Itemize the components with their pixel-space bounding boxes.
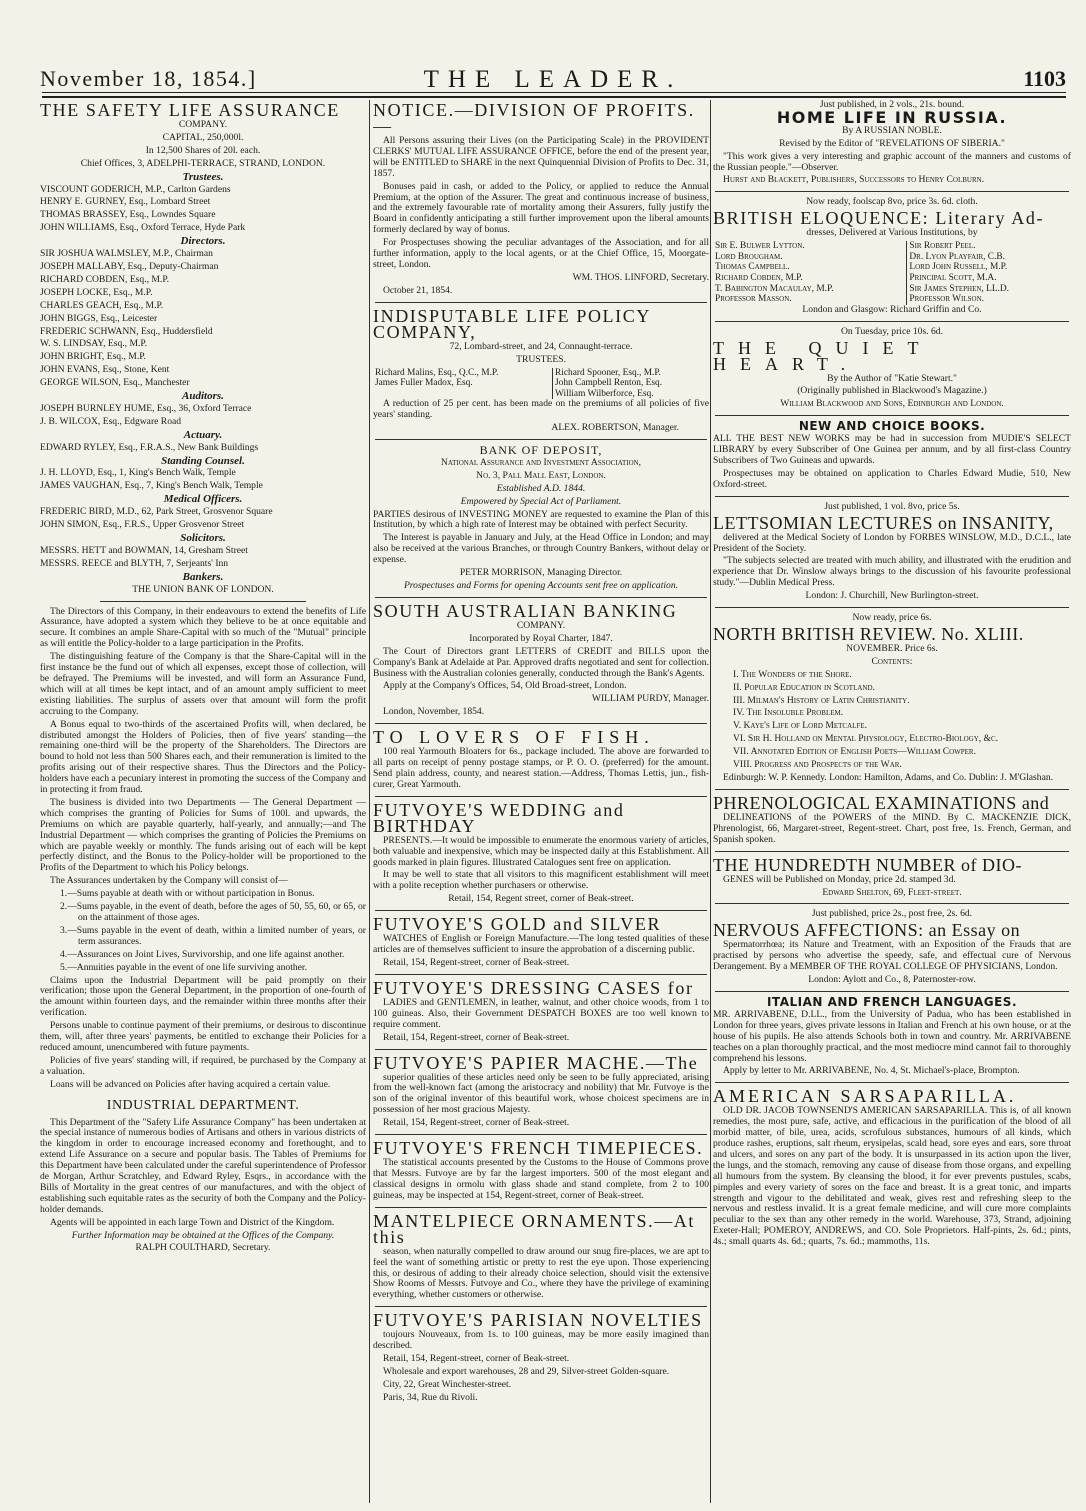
solicitor: MESSRS. REECE and BLYTH, 7, Serjeants' Inn: [40, 557, 229, 569]
body-paragraph: For Prospectuses showing the peculiar advantages of the Association, and for all further information, apply to the local agents, or at the Chief Office, 15, Moorgate-street, London.: [373, 237, 709, 270]
ad-heading: AMERICAN SARSAPARILLA.: [713, 1086, 1017, 1107]
authors-right: [907, 241, 1071, 305]
body-paragraph: PRESENTS.—It would be impossible to enumerate the enormous variety of articles, both valuable and inexpensive, which may be inspected daily at this Establishment. All goods marked in plain figures. Illustrated Catalogues sent free on application.: [373, 834, 709, 868]
list-item: 1.—Sums payable at death with or without participation in Bonus.: [60, 888, 315, 900]
ad-safety-life-assurance: [40, 102, 366, 1091]
ad-subheading: COMPANY.: [516, 619, 566, 631]
ad-quiet-heart: [713, 327, 1071, 411]
director: JOHN BIGGS, Esq., Leicester: [40, 312, 158, 324]
counsel: J. H. LLOYD, Esq., 1, King's Bench Walk, Temple: [40, 467, 236, 479]
auditor: J. B. WILCOX, Esq., Edgware Road: [40, 415, 182, 427]
body-paragraph: Prospectuses may be obtained on application to Charles Edward Mudie, 510, New Oxford-street.: [713, 467, 1071, 490]
section-heading: ITALIAN AND FRENCH LANGUAGES.: [766, 994, 1018, 1009]
body-paragraph: superior qualities of these articles need only be seen to be fully appreciated, arising from the well-known fact (among the aristocracy and nobility) that Mr. Futvoye is the son of the original inventor of this beautiful work, whose choicest specimens are in possession of her most gracious Majesty.: [373, 1071, 709, 1116]
director: CHARLES GEACH, Esq., M.P.: [40, 299, 164, 311]
body-paragraph: A reduction of 25 per cent. has been made on the premiums of all policies of five years' standing.: [373, 398, 709, 421]
ad-futvoye-gold: [373, 916, 709, 969]
trustees-right: [553, 368, 709, 400]
director: SIR JOSHUA WALMSLEY, M.P., Chairman: [40, 248, 213, 260]
director: JOHN BRIGHT, Esq., M.P.: [40, 351, 146, 363]
ad-heading: HOME LIFE IN RUSSIA.: [776, 107, 1008, 127]
address: Retail, 154, Regent-street, corner of Beak-street.: [383, 957, 570, 968]
publisher: London: J. Churchill, New Burlington-street.: [805, 590, 979, 602]
assurance-list: [40, 889, 366, 973]
ad-heading: INDISPUTABLE LIFE POLICY COMPANY,: [373, 305, 651, 342]
ad-heading: THE HUNDREDTH NUMBER of DIO-: [713, 854, 1022, 875]
ad-futvoye-dressing: [373, 977, 709, 1044]
section-auditors: Auditors.: [182, 390, 224, 403]
pre-note: Just published, 1 vol. 8vo, price 5s.: [824, 500, 960, 512]
reviser: Revised by the Editor of "REVELATIONS OF SIBERIA.": [779, 137, 1005, 149]
director: RICHARD COBDEN, Esq., M.P.: [40, 273, 169, 285]
ad-heading: LETTSOMIAN LECTURES on INSANITY,: [713, 512, 1054, 533]
signature: WM. THOS. LINFORD, Secretary.: [572, 271, 709, 283]
ad-division-of-profits: [373, 102, 709, 297]
ad-heading: FUTVOYE'S FRENCH TIMEPIECES.: [373, 1138, 704, 1159]
body-paragraph: WATCHES of English or Foreign Manufacture.—The long tested qualities of these articles are of themselves sufficient to insure the approbation of a discerning public.: [373, 933, 709, 956]
publisher: Edward Shelton, 69, Fleet-street.: [822, 886, 962, 898]
trustee: VISCOUNT GODERICH, M.P., Carlton Gardens: [40, 183, 231, 195]
ad-heading: FUTVOYE'S WEDDING and BIRTHDAY: [373, 799, 625, 836]
office-address: Chief Offices, 3, ADELPHI-TERRACE, STRAND, LONDON.: [80, 157, 326, 169]
date: London, November, 1854.: [383, 706, 485, 718]
contents-label: Contents:: [871, 655, 913, 667]
body-paragraph: All Persons assuring their Lives (on the Participating Scale) in the PROVIDENT CLERKS' MUTUAL LIFE ASSURANCE OFFICE, before the end of the present year, will be ENTITLED to SHARE in the next Quinquennial Division of Profits to Dec. 31, 1857.: [373, 135, 709, 179]
author: Sir James Stephen, LL.D.: [909, 283, 1010, 294]
ad-diogenes: [713, 854, 1071, 899]
body-paragraph: The Assurances undertaken by the Company will consist of—: [50, 875, 288, 887]
address: Retail, 154, Regent-street, corner of Beak-street.: [383, 1353, 570, 1365]
director: FREDERIC SCHWANN, Esq., Huddersfield: [40, 325, 213, 337]
contents-list: [713, 670, 1071, 771]
divider: [375, 1134, 707, 1135]
ad-heading: THE QUIET HEART.: [713, 337, 933, 374]
auditor: JOSEPH BURNLEY HUME, Esq., 36, Oxford Terrace: [40, 402, 252, 414]
ad-heading: FUTVOYE'S DRESSING CASES for: [373, 977, 694, 998]
director: W. S. LINDSAY, Esq., M.P.: [40, 338, 148, 350]
body-paragraph: Apply by letter to Mr. ARRIVABENE, No. 4, St. Michael's-place, Brompton.: [723, 1065, 1020, 1077]
body-paragraph: The business is divided into two Departments — The General Department — which comprises the granting of Policies for Sums of 100l. and upwards, the Premiums on which are payable quarterly, half-yearly, and annually;—and The Industrial Department — which comprises the granting of Policies the Premiums on which are payable weekly or monthly. The funds arising out of each will be kept perfectly distinct, and the Bonus to the Policy-holder will be proportioned to the Profits of the Department to which his Policy belongs.: [40, 796, 366, 874]
address: No. 3, Pall Mall East, London.: [476, 469, 606, 481]
body-paragraph: delivered at the Medical Society of London by FORBES WINSLOW, M.D., D.C.L., late President of the Society.: [713, 531, 1071, 554]
address: City, 22, Great Winchester-street.: [383, 1378, 512, 1390]
section-directors: Directors.: [180, 235, 226, 248]
section-counsel: Standing Counsel.: [161, 454, 245, 467]
newspaper-title: THE LEADER.: [423, 66, 683, 93]
further-info: Further Information may be obtained at the Offices of the Company.: [71, 1229, 335, 1241]
trustee: JOHN WILLIAMS, Esq., Oxford Terrace, Hyde Park: [40, 222, 246, 234]
origin: (Originally published in Blackwood's Magazine.): [797, 385, 987, 397]
body-paragraph: PARTIES desirous of INVESTING MONEY are requested to examine the Plan of this Institution, by which a high rate of Interest may be obtained with perfect Security.: [373, 508, 709, 531]
body-paragraph: Persons unable to continue payment of their premiums, or desirous to discontinue them, will, after three years' payments, be entitled to exchange their Policies for a reduced amount, unencumbered with future payments.: [40, 1020, 366, 1053]
counsel: JAMES VAUGHAN, Esq., 7, King's Bench Walk, Temple: [40, 480, 263, 492]
incorporation: Incorporated by Royal Charter, 1847.: [469, 632, 613, 644]
ad-futvoye-wedding: [373, 799, 709, 905]
pre-note: Just published, price 2s., post free, 2s. 6d.: [811, 908, 973, 920]
section-trustees: TRUSTEES.: [516, 353, 566, 365]
address: Wholesale and export warehouses, 28 and 29, Silver-street Golden-square.: [383, 1365, 670, 1377]
list-item: 4.—Assurances on Joint Lives, Survivorship, and one life against another.: [60, 948, 345, 960]
list-item: 2.—Sums payable, in the event of death, before the ages of 50, 55, 60, or 65, or on the attainment of those ages.: [60, 901, 366, 923]
ad-heading: FUTVOYE'S PARISIAN NOVELTIES: [373, 1310, 703, 1331]
body-paragraph: The statistical accounts presented by the Customs to the House of Commons prove that Messrs. Futvoye are by far the largest importers. 500 of the most elegant and classical designs in ormolu with glass shade and stand complete, from 2 to 100 guineas, may be inspected at 154, Regent-street, corner of Beak-street.: [373, 1157, 709, 1201]
list-item: 3.—Sums payable in the event of death, within a limited number of years, or term assurances.: [60, 924, 366, 947]
divider: [715, 496, 1069, 497]
director: JOSEPH LOCKE, Esq., M.P.: [40, 286, 153, 298]
body-paragraph: Loans will be advanced on Policies after having acquired a certain value.: [50, 1078, 331, 1090]
section-actuary: Actuary.: [183, 428, 223, 441]
body-paragraph: The distinguishing feature of the Company is that the Share-Capital will in the first instance be the fund out of which all expenses, except those of collection, will be defrayed. The Premiums will be invested, and will form an Assurance Fund, which will at all times be kept intact, and of an amount amply sufficient to meet existing liabilities. The surplus of assets over that amount will form the profit accruing to the Company.: [40, 651, 366, 717]
section-bankers: Bankers.: [182, 570, 224, 583]
pre-note: On Tuesday, price 10s. 6d.: [841, 325, 943, 337]
shares: In 12,500 Shares of 20l. each.: [145, 144, 261, 156]
address: 72, Lombard-street, and 24, Connaught-terrace.: [449, 340, 633, 352]
empowered: Empowered by Special Act of Parliament.: [460, 495, 622, 507]
divider: [715, 789, 1069, 790]
body-paragraph: season, when naturally compelled to draw around our snug fire-places, we are apt to feel the want of something artistic or pretty to rest the eye upon. Those experiencing this, or desirous of adding to their already choice selection, should visit the extensive Show Rooms of Messrs. Futvoye and Co., where they have the privilege of examining everything, whether customers or otherwise.: [373, 1245, 709, 1301]
ad-bank-of-deposit: [373, 445, 709, 592]
divider: [375, 723, 707, 724]
trustees-table: [373, 368, 709, 400]
ad-heading: BANK OF DEPOSIT,: [479, 443, 603, 457]
body-paragraph: A Bonus equal to two-thirds of the ascertained Profits will, when declared, be distributed amongst the Holders of Policies, then of five years' standing—the remaining one-third will be the property of the Shareholders. The Directors are bound to hold not less than 500 Shares each, and their remuneration is limited to the profits arising out of their respective shares. Thus the Directors and the Policy-holders have each a pecuniary interest in promoting the success of the Company and in protecting it from fraud.: [40, 718, 366, 796]
ad-heading: TO LOVERS OF FISH.: [373, 727, 655, 748]
list-item: VII. Annotated Edition of English Poets—William Cowper.: [733, 746, 976, 758]
trustee: Richard Malins, Esq., Q.C., M.P.: [375, 367, 499, 378]
pre-note: Now ready, foolscap 8vo, price 3s. 6d. cloth.: [806, 196, 978, 208]
ad-home-life-russia: [713, 100, 1071, 186]
divider: [375, 597, 707, 598]
author: Sir Robert Peel.: [909, 241, 976, 252]
body-paragraph: This Department of the "Safety Life Assurance Company" has been undertaken at the special instance of numerous bodies of Artisans and others in various districts of the kingdom in order to encourage increased economy and forethought, and to extend Life Assurance on a secure and popular basis. The Tables of Premiums for this Department have been calculated under the careful superintendence of Professor de Morgan, Arthur Scratchley, and Edward Ryley, Esqrs., in accordance with the Bills of Mortality in the great centres of our manufactures, and with the object of establishing such equitable rates as the security of both the Company and the Policy-holder demands.: [40, 1116, 366, 1215]
list-item: II. Popular Education in Scotland.: [733, 681, 875, 693]
ad-italian-french: [713, 994, 1071, 1077]
list-item: VI. Sir H. Holland on Mental Physiology, Electro-Biology, &c.: [733, 733, 999, 745]
author: By A RUSSIAN NOBLE.: [842, 124, 942, 136]
address: Paris, 34, Rue du Rivoli.: [383, 1391, 478, 1403]
list-item: VIII. Progress and Prospects of the War.: [733, 759, 902, 771]
body-paragraph: toujours Nouveaux, from 1s. to 100 guineas, may be more easily imagined than described.: [373, 1329, 709, 1352]
masthead-rule: [42, 92, 1066, 93]
divider: [375, 796, 707, 797]
actuary: EDWARD RYLEY, Esq., F.R.A.S., New Bank Buildings: [40, 441, 259, 453]
divider: [715, 415, 1069, 416]
ad-heading: NERVOUS AFFECTIONS: an Essay on: [713, 920, 1021, 941]
ad-nervous-affections: [713, 909, 1071, 986]
divider: [375, 302, 707, 303]
column-middle: [373, 100, 709, 1503]
director: GEORGE WILSON, Esq., Manchester: [40, 377, 190, 389]
pre-note: Just published, in 2 vols., 21s. bound.: [819, 100, 965, 110]
list-item: V. Kaye's Life of Lord Metcalfe.: [733, 720, 867, 732]
body-paragraph: The Interest is payable in January and July, at the Head Office in London; and may also be received at the various Branches, or through Country Bankers, without delay or expense.: [373, 532, 709, 566]
column-divider: [369, 100, 370, 1503]
body-paragraph: The Directors of this Company, in their endeavours to extend the benefits of Life Assurance, have adopted a system which they believe to be at once equitable and secure. It combines an ample Share-Capital with so much of the "Mutual" principle as will entitle the Policy-holder to a large participation in the Profits.: [40, 605, 366, 650]
divider: [375, 974, 707, 975]
body-paragraph: Apply at the Company's Offices, 54, Old Broad-street, London.: [383, 680, 627, 692]
publisher: Edinburgh: W. P. Kennedy. London: Hamilton, Adams, and Co. Dublin: J. M'Glashan.: [723, 772, 1054, 783]
author: By the Author of "Katie Stewart.": [827, 372, 957, 384]
section-medical: Medical Officers.: [163, 493, 243, 506]
ad-futvoye-papier: [373, 1052, 709, 1130]
ad-heading: THE SAFETY LIFE ASSURANCE: [40, 100, 340, 120]
divider: [715, 321, 1069, 322]
ad-futvoye-parisian: [373, 1312, 709, 1403]
quote: "The subjects selected are treated with much ability, and illustrated with the erudition and experience that Dr. Winslow always brings to the discussion of his favourite professional study."—Dublin Medical Press.: [713, 555, 1071, 589]
publisher: Hurst and Blackett, Publishers, Successors to Henry Colburn.: [723, 174, 985, 186]
body-paragraph: GENES will be Published on Monday, price 2d. stamped 3d.: [723, 873, 956, 885]
authors-table: [713, 241, 1071, 305]
ad-phrenological: [713, 792, 1071, 846]
body-paragraph: It may be well to state that all visitors to this magnificent establishment will meet with a polite reception whether purchasers or otherwise.: [373, 869, 709, 892]
author: Professor Wilson.: [909, 294, 984, 305]
ad-subheading: National Assurance and Investment Association,: [440, 456, 642, 468]
signature: RALPH COULTHARD, Secretary.: [135, 1242, 271, 1254]
body-paragraph: Bonuses paid in cash, or added to the Policy, or applied to reduce the Annual Premium, at the option of the Assurer. The great and continuous increase of business, and the extremely favourable rate of mortality among their Assurers, fully justify the Board in confidently anticipating a still further improvement upon the liberal amounts formerly declared by way of bonus.: [373, 180, 709, 236]
divider: [715, 191, 1069, 192]
address: Retail, 154, Regent-street, corner of Beak-street.: [383, 1117, 570, 1129]
divider: [715, 1082, 1069, 1083]
masthead-rule-thick: [42, 96, 1066, 98]
section-trustees: Trustees.: [182, 170, 224, 183]
medical-officer: FREDERIC BIRD, M.D., 62, Park Street, Grosvenor Square: [40, 506, 273, 518]
ad-heading: SOUTH AUSTRALIAN BANKING: [373, 600, 678, 621]
trustees-left: [373, 368, 553, 400]
trustee: John Campbell Renton, Esq.: [555, 378, 663, 389]
ad-heading: BRITISH ELOQUENCE: Literary Ad-: [713, 208, 1045, 229]
ad-new-books: [713, 421, 1071, 490]
author: Lord Brougham.: [715, 251, 783, 262]
publisher: William Blackwood and Sons, Edinburgh and London.: [780, 398, 1004, 410]
divider: [375, 1207, 707, 1208]
trustee: Richard Spooner, Esq., M.P.: [555, 367, 661, 378]
section-heading: NEW AND CHOICE BOOKS.: [798, 419, 986, 434]
ad-mantelpiece: [373, 1210, 709, 1302]
address: Retail, 154, Regent street, corner of Beak-street.: [448, 893, 634, 905]
list-item: IV. The Insoluble Problem.: [733, 707, 844, 719]
banker: THE UNION BANK OF LONDON.: [132, 583, 274, 595]
body-paragraph: LADIES and GENTLEMEN, in leather, walnut, and other choice woods, from 1 to 100 guineas. Also, their Government DESPATCH BOXES are too well known to require comment.: [373, 996, 709, 1030]
director: JOHN EVANS, Esq., Stone, Kent: [40, 364, 170, 376]
body-paragraph: 100 real Yarmouth Bloaters for 6s., package included. The above are forwarded to all parts on receipt of penny postage stamps, or P. O. O. (preferred) for the amount. Send plain address, county, and nearest station.—Address, Thomas Lettis, jun., fish-curer, Great Yarmouth.: [373, 746, 709, 790]
ad-subheading: NOVEMBER. Price 6s.: [846, 642, 938, 654]
authors-left: [713, 241, 907, 305]
divider: [100, 601, 306, 602]
capital: CAPITAL, 250,000l.: [162, 131, 244, 143]
trustee: William Wilberforce, Esq.: [555, 388, 654, 399]
body-paragraph: Spermatorrhœa; its Nature and Treatment, with an Exposition of the Frauds that are practised by persons who advertise the speedy, safe, and effectual cure of Nervous Derangement. By a MEMBER OF THE ROYAL COLLEGE OF PHYSICIANS, London.: [713, 939, 1071, 973]
list-item: I. The Wonders of the Shore.: [733, 668, 852, 680]
director: JOSEPH MALLABY, Esq., Deputy-Chairman: [40, 260, 219, 272]
divider: [715, 851, 1069, 852]
ad-subheading: dresses, Delivered at Various Institutions, by: [806, 227, 978, 239]
list-item: III. Milman's History of Latin Christianity.: [733, 694, 910, 706]
section-heading: INDUSTRIAL DEPARTMENT.: [106, 1097, 300, 1113]
ad-north-british-review: [713, 613, 1071, 784]
body-paragraph: Claims upon the Industrial Department will be paid promptly on their verification; those upon the General Department, in the proportion of one-fourth of the amount within fourteen days, and the remainder within three months after their verification.: [40, 974, 366, 1019]
ad-lettsomian-lectures: [713, 502, 1071, 602]
author: Dr. Lyon Playfair, C.B.: [909, 251, 1006, 262]
body-paragraph: OLD DR. JACOB TOWNSEND'S AMERICAN SARSAPARILLA. This is, of all known remedies, the most pure, safe, active, and efficacious in the purification of the blood of all morbid matter, of bile, urea, acids, scrofulous substances, humours of all kinds, which produce rashes, eruptions, salt rheum, erysipelas, scald head, sore eyes and ears, sore throat and ulcers, and sores on any part of the body. It is unsurpassed in its action upon the liver, the lungs, and the stomach, removing any cause of disease from those organs, and expelling all humours from the system. By cleansing the blood, it for ever prevents pustules, scabs, pimples and every variety of sores on the face and breast. It is a great tonic, and imparts strength and vigour to the debilitated and weak, gives rest and refreshing sleep to the nervous and restless invalid. It is a great female medicine, and will cure more complaints peculiar to the sex than any other remedy in the world. Warehouse, 373, Strand, adjoining Exeter-Hall; POMEROY, ANDREWS, and CO. Sole Proprietors. Half-pints, 2s. 6d.; pints, 4s.; small quarts 4s. 6d.; quarts, 7s. 6d.; mammoths, 11s.: [713, 1105, 1071, 1248]
ad-futvoye-french: [373, 1140, 709, 1202]
author: Richard Cobden, M.P.: [715, 272, 803, 283]
ad-indisputable-life: [373, 305, 709, 434]
quote: "This work gives a very interesting and graphic account of the manners and customs of the Russian people."—Observer.: [713, 150, 1071, 173]
prospectus-note: Prospectuses and Forms for opening Accounts sent free on application.: [403, 579, 679, 591]
body-paragraph: DELINEATIONS of the POWERS of the MIND. By C. MACKENZIE DICK, Phrenologist, 66, Margaret-street, Regent-street. Chart, post free, 1s. French, German, and Spanish spoken.: [713, 811, 1071, 845]
ad-heading: MANTELPIECE ORNAMENTS.—At this: [373, 1210, 695, 1247]
divider: [715, 991, 1069, 992]
body-paragraph: MR. ARRIVABENE, D.LL., from the University of Padua, who has been established in London for three years, gives private lessons in Italian and French at his own house, or at the house of his pupils. He also attends Schools both in town and country. Mr. ARRIVABENE teaches on a plan thoroughly practical, and the most mediocre mind cannot fail to thoroughly comprehend his lessons.: [713, 1008, 1071, 1064]
ad-american-sarsaparilla: [713, 1088, 1071, 1248]
issue-date: November 18, 1854.]: [40, 66, 257, 91]
publisher: London: Aylott and Co., 8, Paternoster-row.: [808, 974, 976, 986]
trustee: James Fuller Madox, Esq.: [375, 378, 473, 389]
body-paragraph: Policies of five years' standing will, if required, be purchased by the Company at a valuation.: [40, 1054, 366, 1077]
author: Principal Scott, M.A.: [909, 272, 997, 283]
address: Retail, 154, Regent-street, corner of Beak-street.: [383, 1031, 570, 1043]
ad-heading: FUTVOYE'S PAPIER MACHE.—The: [373, 1052, 699, 1073]
solicitor: MESSRS. HETT and BOWMAN, 14, Gresham Street: [40, 544, 248, 556]
column-left: [40, 100, 366, 1503]
author: Lord John Russell, M.P.: [909, 262, 1008, 273]
publisher: London and Glasgow: Richard Griffin and Co.: [802, 303, 982, 315]
ad-industrial-department: [40, 1097, 366, 1255]
established: Established A.D. 1844.: [496, 482, 586, 494]
author: T. Babington Macaulay, M.P.: [715, 283, 834, 294]
medical-officer: JOHN SIMON, Esq., F.R.S., Upper Grosvenor Street: [40, 519, 245, 531]
trustee: THOMAS BRASSEY, Esq., Lowndes Square: [40, 209, 216, 221]
ad-subheading: COMPANY.: [178, 119, 228, 130]
ad-south-australian-banking: [373, 600, 709, 718]
divider: [375, 1049, 707, 1050]
signature: PETER MORRISON, Managing Director.: [459, 567, 623, 579]
divider: [375, 439, 707, 440]
body-paragraph: The Court of Directors grant LETTERS of CREDIT and BILLS upon the Company's Bank at Adelaide at Par. Approved drafts negotiated and sent for collection. Business with the Australian colonies generally, conducted through the Bank's Agents.: [373, 645, 709, 679]
ad-heading: PHRENOLOGICAL EXAMINATIONS and: [713, 792, 1050, 813]
trustee: HENRY E. GURNEY, Esq., Lombard Street: [40, 196, 211, 208]
body-paragraph: Agents will be appointed in each large Town and District of the Kingdom.: [50, 1216, 335, 1228]
date: October 21, 1854.: [383, 284, 453, 296]
section-solicitors: Solicitors.: [180, 532, 226, 544]
divider: [375, 1306, 707, 1307]
divider: [375, 910, 707, 911]
author: Thomas Campbell.: [715, 262, 790, 273]
divider: [715, 903, 1069, 904]
column-right: [713, 100, 1071, 1503]
signature: ALEX. ROBERTSON, Manager.: [551, 422, 679, 434]
body-paragraph: ALL THE BEST NEW WORKS may be had in succession from MUDIE'S SELECT LIBRARY by every Subscriber of One Guinea per annum, and by all first-class Country Subscribers of Two Guineas and upwards.: [713, 433, 1071, 466]
pre-note: Now ready, price 6s.: [852, 612, 932, 624]
page-number: 1103: [1023, 66, 1066, 91]
signature: WILLIAM PURDY, Manager.: [591, 693, 709, 705]
ad-heading: FUTVOYE'S GOLD and SILVER: [373, 914, 662, 935]
ad-lovers-of-fish: [373, 729, 709, 791]
list-item: 5.—Annuities payable in the event of one life surviving another.: [60, 961, 307, 973]
ad-british-eloquence: [713, 197, 1071, 315]
ad-heading: NOTICE.—DIVISION OF PROFITS.—: [373, 100, 695, 136]
ad-heading: NORTH BRITISH REVIEW. No. XLIII.: [713, 623, 1024, 644]
divider: [715, 607, 1069, 608]
column-divider: [710, 100, 711, 1503]
author: Professor Masson.: [715, 294, 792, 305]
author: Sir E. Bulwer Lytton.: [715, 241, 805, 252]
